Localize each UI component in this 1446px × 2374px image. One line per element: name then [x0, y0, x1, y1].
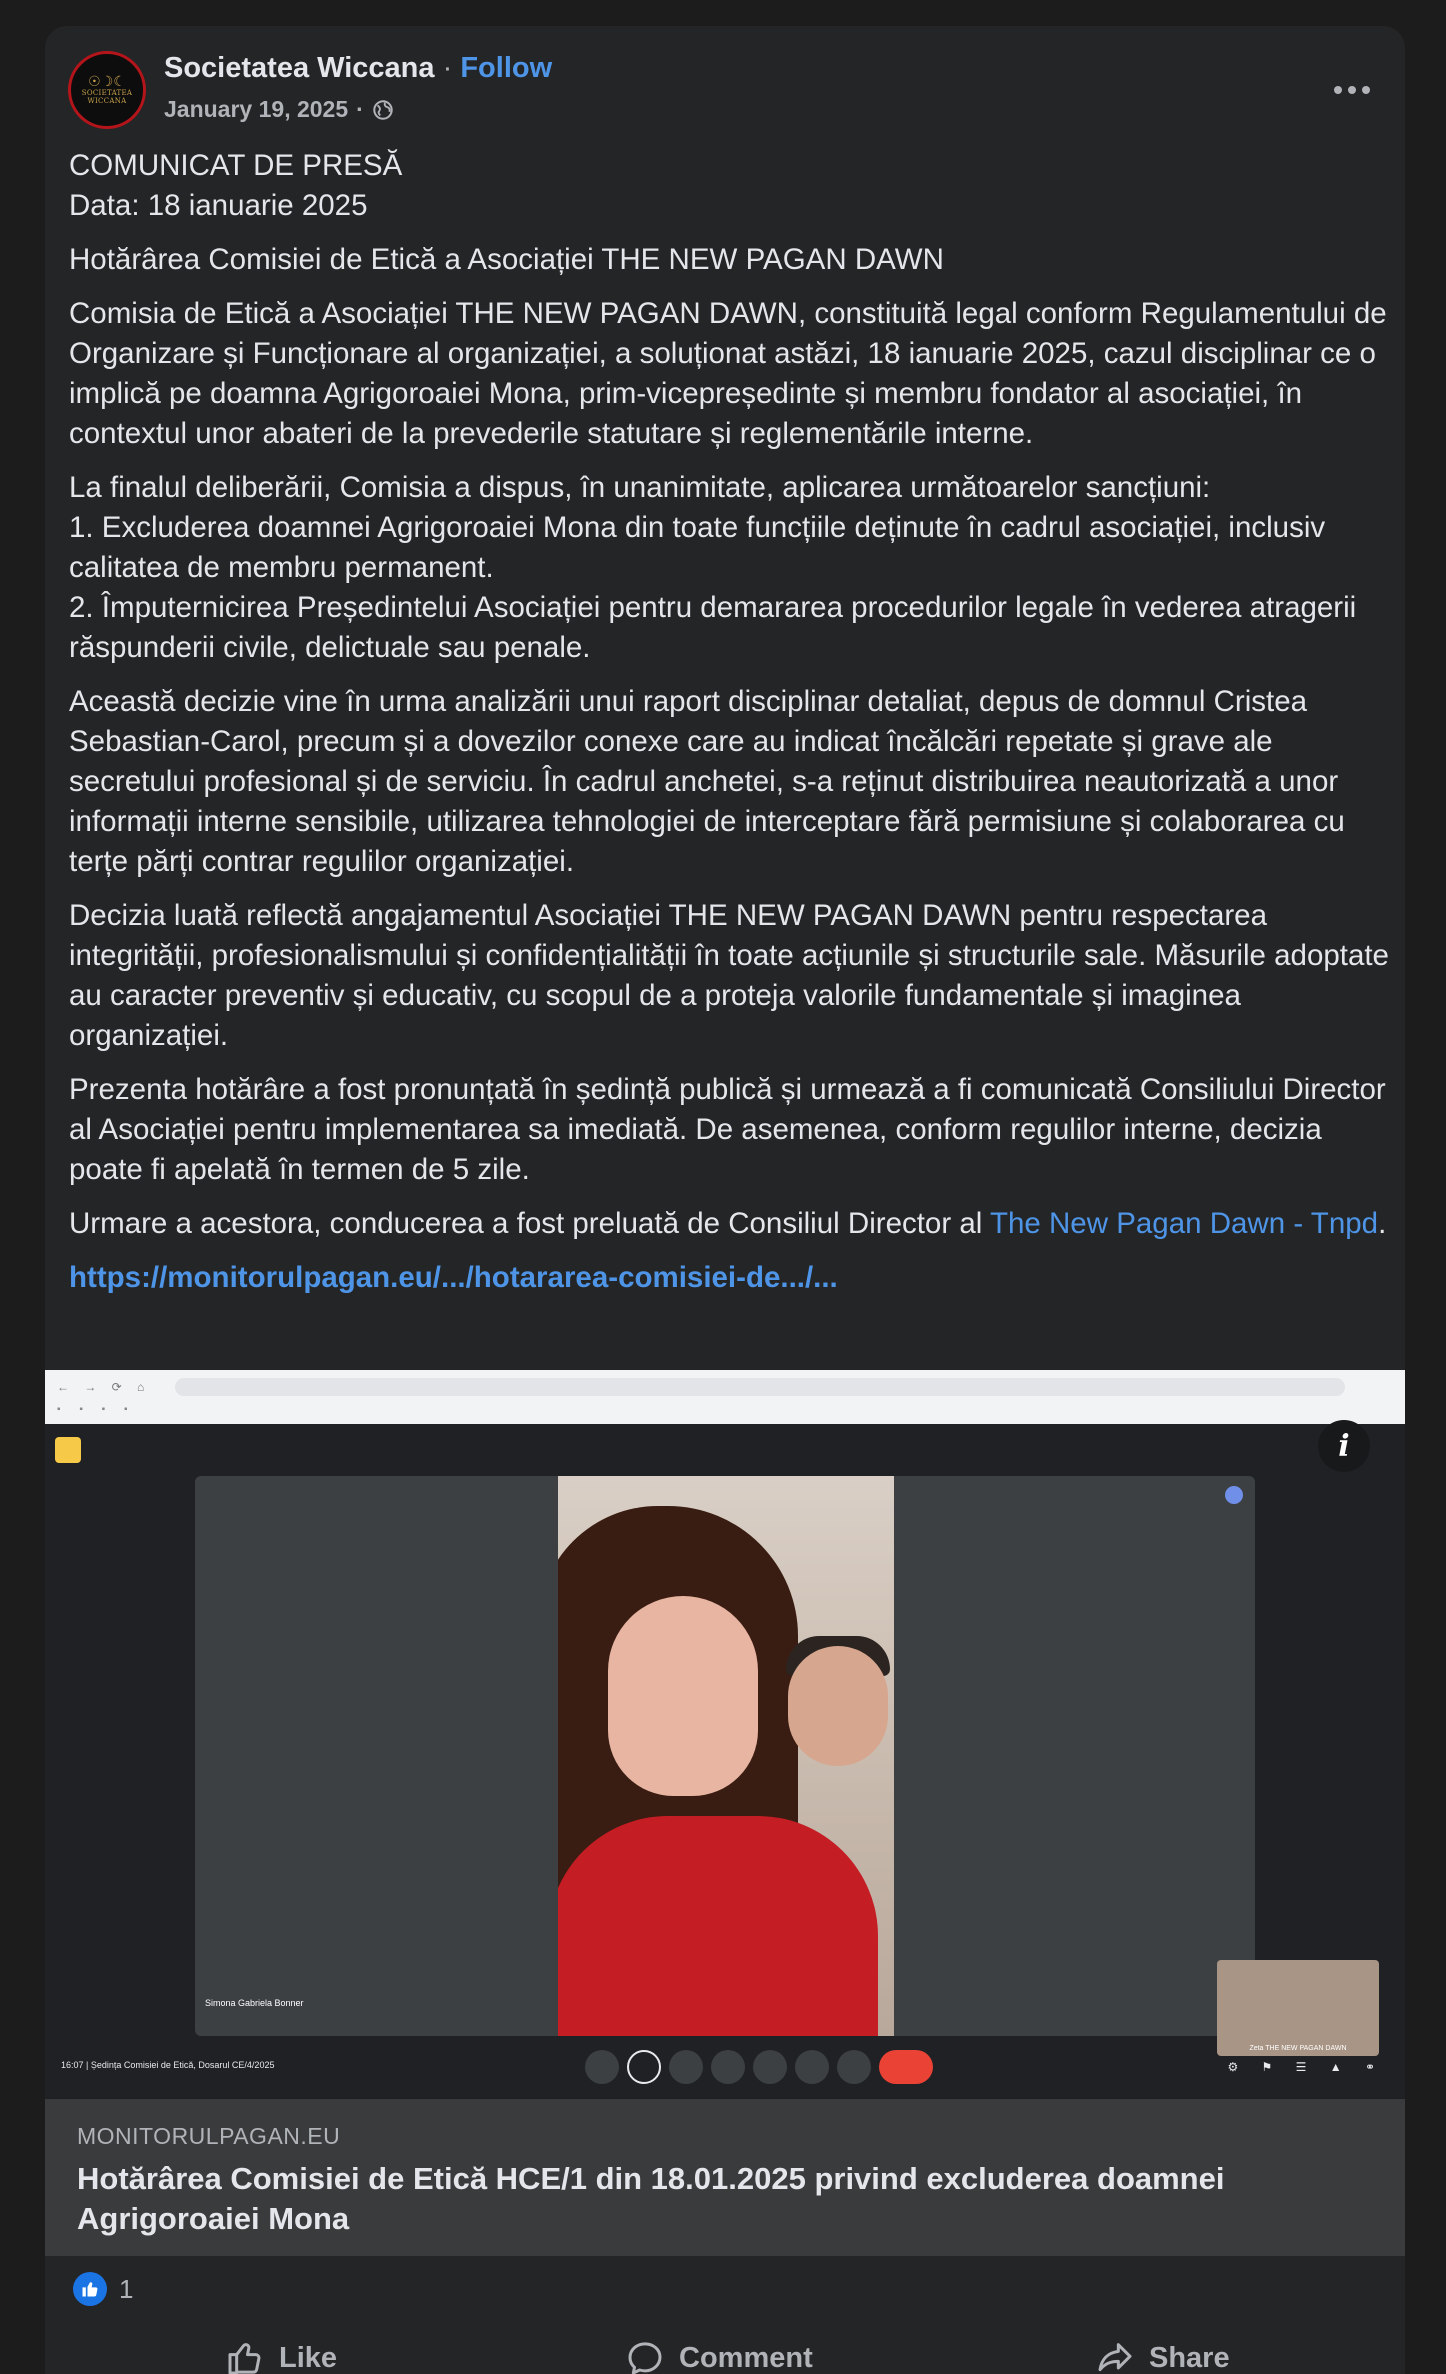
link-headline[interactable]: Hotărârea Comisiei de Etică HCE/1 din 18.01.2025 privind excluderea doamnei Agrigoroaiei Mona [77, 2161, 1225, 2236]
comment-icon [625, 2338, 665, 2374]
like-button[interactable] [225, 2338, 337, 2374]
video-shirt [558, 1816, 878, 2036]
paragraph-sanctions [69, 468, 1399, 668]
present-icon [753, 2050, 787, 2084]
date-separator: · [356, 96, 364, 122]
leadership-end: . [1378, 1207, 1387, 1240]
post-text [69, 146, 1399, 1312]
browser-nav-icons: ← → ⟳ ⌂ [57, 1380, 151, 1394]
sanction-2: 2. Împuternicirea Președintelui Asociației pentru demararea procedurilor legale în vederea atragerii răspunderii civile, delictuale sau penale. [69, 591, 1357, 664]
share-label: Share [1149, 2341, 1230, 2374]
link-preview-caption[interactable] [45, 2099, 1405, 2256]
camera-icon [627, 2050, 661, 2084]
comment-label: Comment [679, 2341, 813, 2374]
more-dot [1334, 86, 1342, 94]
video-background-person [788, 1646, 888, 1766]
paragraph-report: Această decizie vine în urma analizării unui raport disciplinar detaliat, depus de domnul Cristea Sebastian-Carol, precum și a dovezilor conexe care au indicat încălcări repetate și grave ale secretului profesional și de serviciu. În cadrul anchetei, s-a reținut distribuirea neautorizată a unor informații interne sensibile, utilizarea tehnologiei de interceptare fără permisiune și colaborarea cu terțe părți contrar regulilor organizației. [69, 685, 1345, 878]
post-date[interactable]: January 19, 2025 [164, 96, 349, 122]
post-actions [45, 2316, 1405, 2374]
thumbs-up-icon [225, 2338, 265, 2374]
post-header [164, 52, 552, 85]
follow-button[interactable]: Follow [460, 52, 553, 84]
self-view-name: Zeta THE NEW PAGAN DAWN [1249, 2045, 1347, 2052]
link-preview-image[interactable] [45, 1370, 1405, 2099]
press-date: Data: 18 ianuarie 2025 [69, 189, 368, 222]
browser-address-bar [175, 1378, 1345, 1396]
meeting-info: 16:07 | Ședința Comisiei de Etică, Dosarul CE/4/2025 [61, 2060, 275, 2070]
thumbs-up-icon [80, 2279, 100, 2299]
post-card [45, 26, 1405, 2374]
avatar-logo-text: SOCIETATEA WICCANA [81, 89, 133, 105]
paragraph-commitment: Decizia luată reflectă angajamentul Asociației THE NEW PAGAN DAWN pentru respectarea integrității, profesionalismului și confidențialității în toate acțiunile și structurile sale. Măsurile adoptate au caracter preventiv și educativ, cu scopul de a proteja valorile fundamentale și imaginea organizației. [69, 899, 1389, 1052]
paragraph-intro: Comisia de Etică a Asociației THE NEW PAGAN DAWN, constituită legal conform Regulamentului de Organizare și Funcționare al organizației, a soluționat astăzi, 18 ianuarie 2025, cazul disciplinar ce o implică pe doamna Agrigoroaiei Mona, prim-vicepreședinte și membru fondator al asociației, în contextul unor abateri de la prevederile statutare și reglementările interne. [69, 297, 1387, 450]
paragraph-appeal: Prezenta hotărâre a fost pronunțată în ședință publică și urmează a fi comunicată Consiliului Director al Asociației pentru implementarea sa imediată. De asemenea, conform regulilor interne, decizia poate fi apelată în termen de 5 zile. [69, 1073, 1386, 1186]
video-face [608, 1596, 758, 1796]
avatar-logo: ☉☽☾ [88, 74, 126, 90]
browser-toolbar [45, 1370, 1405, 1424]
article-url-link[interactable]: https://monitorulpagan.eu/.../hotararea-comisiei-de.../... [69, 1261, 838, 1294]
share-icon [1095, 2338, 1135, 2374]
sanctions-intro: La finalul deliberării, Comisia a dispus, în unanimitate, aplicarea următoarelor sancțiuni: [69, 471, 1211, 504]
share-button[interactable] [1095, 2338, 1230, 2374]
reaction-summary[interactable] [73, 2272, 133, 2306]
speaking-indicator-icon [1225, 1486, 1243, 1504]
post-meta [164, 96, 394, 123]
raise-hand-icon [795, 2050, 829, 2084]
sanction-1: 1. Excluderea doamnei Agrigoroaiei Mona din toate funcțiile deținute în cadrul asociației, inclusiv calitatea de membru permanent. [69, 511, 1326, 584]
captions-icon [669, 2050, 703, 2084]
page-mention-link[interactable]: The New Pagan Dawn - Tnpd [989, 1207, 1379, 1240]
reaction-count: 1 [119, 2273, 134, 2304]
like-label: Like [279, 2341, 338, 2374]
like-reaction-icon [73, 2272, 107, 2306]
separator: · [442, 52, 453, 84]
decision-title: Hotărârea Comisiei de Etică a Asociației THE NEW PAGAN DAWN [69, 243, 944, 276]
participant-name: Simona Gabriela Bonner [205, 1998, 304, 2008]
more-options-icon[interactable] [1334, 86, 1370, 94]
press-heading [69, 146, 1399, 226]
comment-button[interactable] [625, 2338, 813, 2374]
participant-video [558, 1476, 894, 2036]
more-dot [1362, 86, 1370, 94]
meeting-side-icons: ⚙ ⚑ ☰ ▲ ⚭ [1227, 2060, 1385, 2074]
meeting-controls [45, 2040, 1405, 2094]
link-domain: MONITORULPAGAN.EU [77, 2123, 341, 2149]
bookmarks-bar: ▪ ▪ ▪ ▪ [57, 1404, 136, 1415]
meeting-logo-icon [55, 1437, 81, 1463]
press-title: COMUNICAT DE PRESĂ [69, 149, 403, 182]
paragraph-leadership [69, 1204, 1399, 1244]
end-call-icon [879, 2050, 933, 2084]
emoji-icon [711, 2050, 745, 2084]
mic-icon [585, 2050, 619, 2084]
leadership-text: Urmare a acestora, conducerea a fost preluată de Consiliul Director al [69, 1207, 990, 1240]
author-name[interactable]: Societatea Wiccana [164, 52, 435, 84]
info-icon[interactable]: i [1318, 1420, 1370, 1472]
more-dot [1348, 86, 1356, 94]
avatar[interactable] [68, 51, 146, 129]
globe-icon[interactable] [372, 99, 394, 121]
more-icon [837, 2050, 871, 2084]
